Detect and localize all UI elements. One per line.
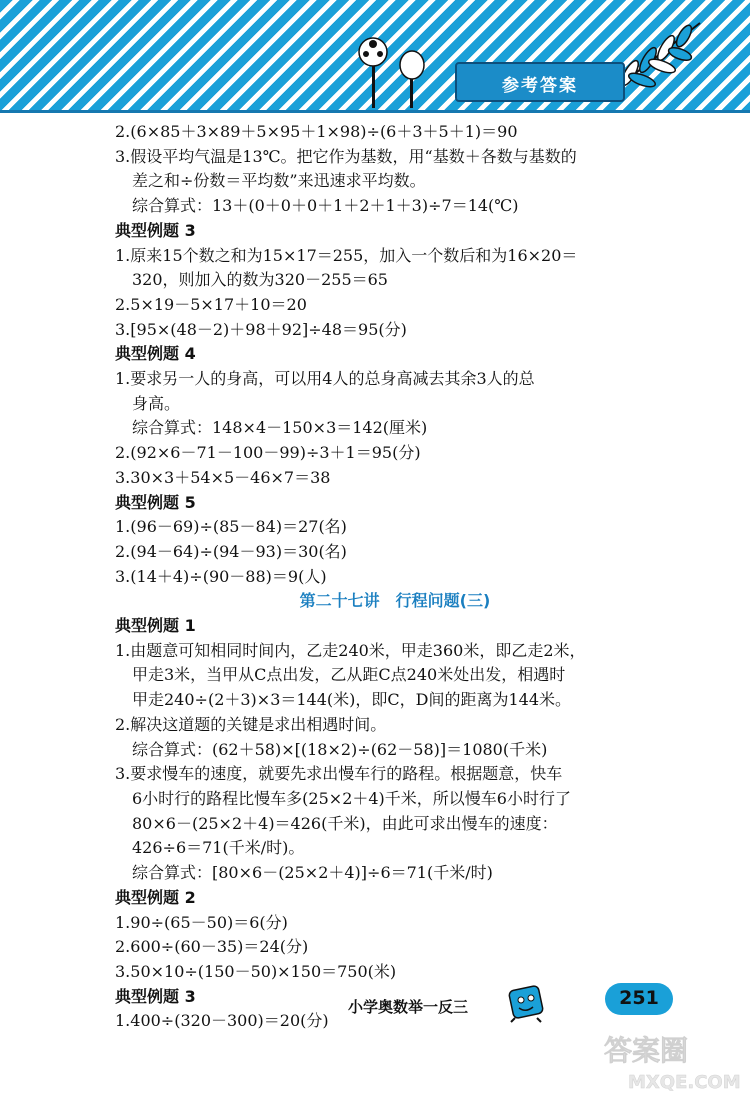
chapter-title: 第二十七讲 行程问题(三) <box>299 591 491 611</box>
answer-line: 3.假设平均气温是13℃。把它作为基数，用“基数＋各数与基数的 <box>115 146 577 166</box>
answer-line-continued: 身高。 <box>132 393 181 413</box>
answer-line-continued: 80×6－(25×2＋4)＝426(千米)，由此可求出慢车的速度： <box>132 813 558 833</box>
watermark-text: 答案圈 <box>604 1034 689 1067</box>
section-heading: 典型例题 5 <box>115 492 196 512</box>
answer-line: 2.5×19－5×17＋10＝20 <box>115 294 307 314</box>
answer-line: 2.解决这道题的关键是求出相遇时间。 <box>115 714 387 734</box>
section-heading: 典型例题 2 <box>115 887 196 907</box>
watermark-domain: MXQE.COM <box>628 1072 741 1093</box>
answer-line: 3.30×3＋54×5－46×7＝38 <box>115 467 331 487</box>
answer-section-tab <box>455 62 625 102</box>
answer-line-continued: 320，则加入的数为320－255＝65 <box>132 270 388 290</box>
tree-icon <box>350 30 440 110</box>
answer-line: 3.要求慢车的速度，就要先求出慢车行的路程。根据题意，快车 <box>115 764 563 784</box>
answer-line-continued: 综合算式：(62＋58)×[(18×2)÷(62－58)]＝1080(千米) <box>132 739 548 759</box>
answer-content <box>115 120 675 1034</box>
watermark-logo <box>598 1030 748 1094</box>
answer-line: 2.600÷(60－35)＝24(分) <box>115 937 309 957</box>
answer-line: 1.原来15个数之和为15×17＝255，加入一个数后和为16×20＝ <box>115 245 578 265</box>
answer-line: 2.(92×6－71－100－99)÷3＋1＝95(分) <box>115 443 421 463</box>
answer-tab-label: 参考答案 <box>502 76 578 96</box>
answer-line-continued: 甲走3米，当甲从C点出发，乙从距C点240米处出发，相遇时 <box>132 665 566 685</box>
answer-line: 1.400÷(320－300)＝20(分) <box>115 1011 329 1031</box>
answer-line: 1.(96－69)÷(85－84)＝27(名) <box>115 517 347 537</box>
answer-line: 1.要求另一人的身高，可以用4人的总身高减去其余3人的总 <box>115 369 535 389</box>
answer-line: 1.由题意可知相同时间内，乙走240米，甲走360米，即乙走2米， <box>115 640 586 660</box>
answer-line-continued: 426÷6＝71(千米/时)。 <box>132 838 305 858</box>
answer-line: 3.50×10÷(150－50)×150＝750(米) <box>115 961 397 981</box>
section-heading: 典型例题 3 <box>115 986 196 1006</box>
section-heading: 典型例题 1 <box>115 616 196 636</box>
answer-line-continued: 综合算式：148×4－150×3＝142(厘米) <box>132 418 428 438</box>
book-mascot-icon <box>505 980 549 1024</box>
answer-line: 1.90÷(65－50)＝6(分) <box>115 912 288 932</box>
section-heading: 典型例题 3 <box>115 220 196 240</box>
answer-line-continued: 甲走240÷(2＋3)×3＝144(米)，即C，D间的距离为144米。 <box>132 690 572 710</box>
answer-line: 3.(14＋4)÷(90－88)＝9(人) <box>115 566 327 586</box>
answer-line-continued: 综合算式：13＋(0＋0＋0＋1＋2＋1＋3)÷7＝14(℃) <box>132 196 519 216</box>
section-heading: 典型例题 4 <box>115 344 196 364</box>
footer-book-title: 小学奥数举一反三 <box>348 998 469 1016</box>
answer-line-continued: 差之和÷份数＝平均数”来迅速求平均数。 <box>132 171 426 191</box>
answer-line: 3.[95×(48－2)＋98＋92]÷48＝95(分) <box>115 319 407 339</box>
answer-line: 2.(94－64)÷(94－93)＝30(名) <box>115 541 347 561</box>
answer-line: 2.(6×85＋3×89＋5×95＋1×98)÷(6＋3＋5＋1)＝90 <box>115 122 518 141</box>
page-number: 251 <box>619 987 659 1009</box>
answer-line-continued: 6小时行的路程比慢车多(25×2＋4)千米，所以慢车6小时行了 <box>132 788 571 808</box>
answer-line-continued: 综合算式：[80×6－(25×2＋4)]÷6＝71(千米/时) <box>132 863 493 883</box>
page-number-badge <box>605 983 673 1015</box>
